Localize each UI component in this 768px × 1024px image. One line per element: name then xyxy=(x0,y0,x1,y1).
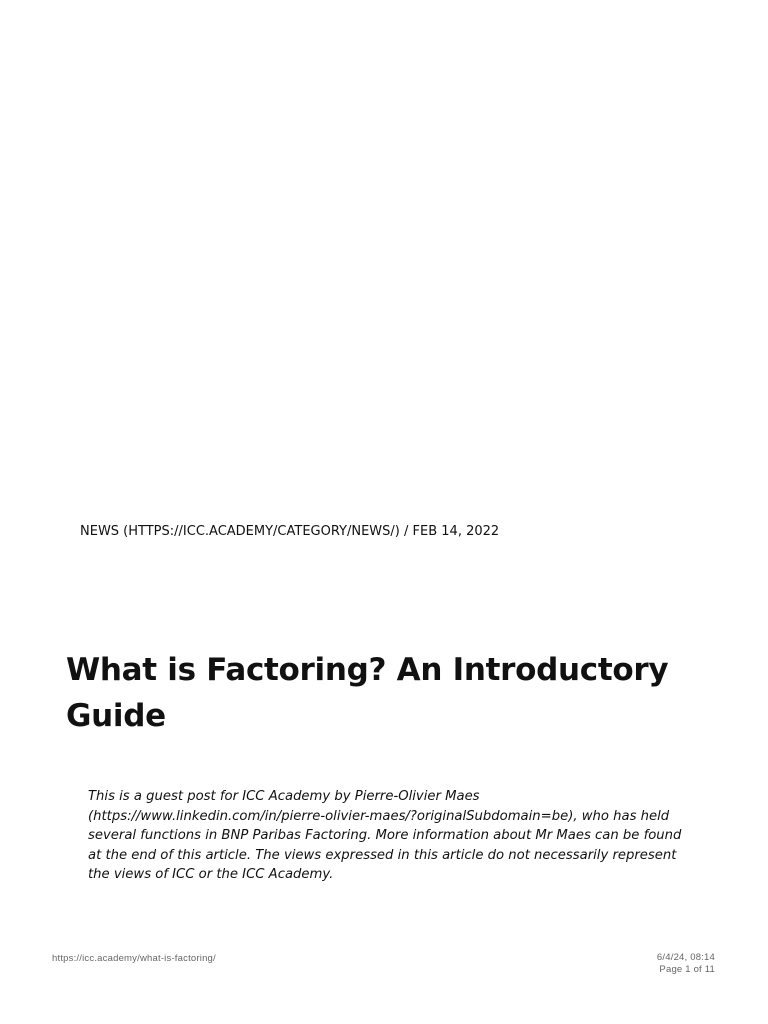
footer-datetime: 6/4/24, 08:14 xyxy=(656,952,715,963)
publish-date: FEB 14, 2022 xyxy=(412,524,500,539)
category-link[interactable]: NEWS (HTTPS://ICC.ACADEMY/CATEGORY/NEWS/) xyxy=(80,524,400,539)
intro-text-end: ), who has held several functions in BNP Paribas Factoring. More information about Mr Maes can be found at the end of this article. The views expressed in this article do not necessarily represent the views of ICC or the ICC Academy. xyxy=(88,808,682,882)
author-link[interactable]: https://www.linkedin.com/in/pierre-olivier-maes/?originalSubdomain=be xyxy=(93,808,569,824)
meta-separator: / xyxy=(399,524,413,539)
footer-url: https://icc.academy/what-is-factoring/ xyxy=(52,953,216,964)
intro-text-start: This is a guest post for ICC Academy by Pierre-Olivier Maes ( xyxy=(88,789,480,824)
footer-page-number: Page 1 of 11 xyxy=(659,964,715,975)
page-title: What is Factoring? An Introductory Guide xyxy=(66,652,669,734)
article-meta xyxy=(80,524,499,539)
intro-paragraph xyxy=(88,787,688,885)
footer-info xyxy=(657,952,715,976)
